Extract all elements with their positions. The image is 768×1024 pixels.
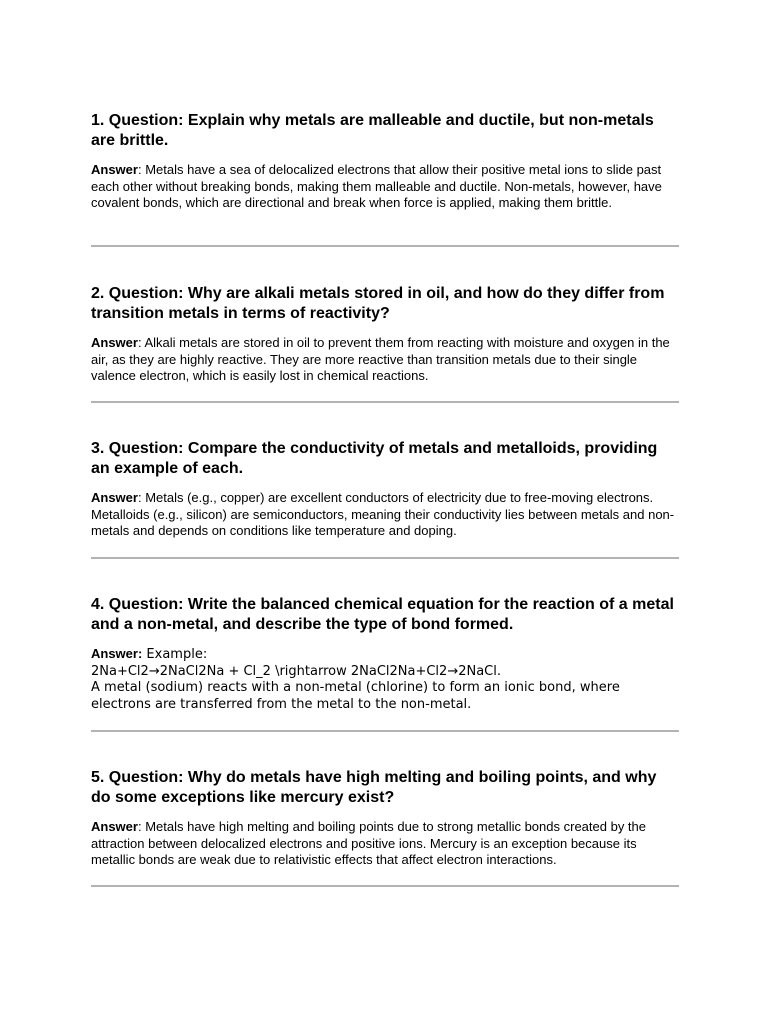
answer-2: [91, 335, 679, 385]
answer-intro-4: Example:: [142, 647, 208, 662]
answer-label-5: Answer: [91, 819, 138, 834]
answer-text-3: : Metals (e.g., copper) are excellent conductors of electricity due to free-moving electrons. Metalloids (e.g., silicon) are semiconductors, meaning their conductivity lies between metals and non-metals and depends on conditions like temperature and doping.: [91, 490, 675, 538]
answer-text-1: : Metals have a sea of delocalized electrons that allow their positive metal ions to slide past each other without breaking bonds, making them malleable and ductile. Non-metals, however, have covalent bonds, which are directional and break when force is applied, making them brittle.: [91, 162, 662, 210]
answer-equation-4: 2Na+Cl2→2NaCl2Na + Cl_2 \rightarrow 2NaCl2Na+Cl2→2NaCl.: [91, 663, 501, 679]
answer-label-3: Answer: [91, 490, 138, 505]
divider-5: [91, 885, 679, 887]
question-5: 5. Question: Why do metals have high melting and boiling points, and why do some exceptions like mercury exist?: [91, 769, 657, 806]
answer-text-5: : Metals have high melting and boiling points due to strong metallic bonds created by the attraction between delocalized electrons and positive ions. Mercury is an exception because its metallic bonds are weak due to relativistic effects that affect electron interactions.: [91, 819, 646, 867]
divider-4: [91, 730, 679, 732]
question-4: 4. Question: Write the balanced chemical equation for the reaction of a metal and a non-metal, and describe the type of bond formed.: [91, 596, 674, 633]
answer-4: [91, 646, 679, 713]
question-2: 2. Question: Why are alkali metals stored in oil, and how do they differ from transition metals in terms of reactivity?: [91, 285, 665, 322]
answer-3: [91, 490, 679, 540]
qa-item-5: [91, 768, 679, 869]
answer-label-4: Answer:: [91, 646, 143, 661]
qa-item-2: [91, 284, 679, 385]
answer-text-4: A metal (sodium) reacts with a non-metal (chlorine) to form an ionic bond, where electrons are transferred from the metal to the non-metal.: [91, 680, 620, 712]
qa-item-3: [91, 439, 679, 540]
question-3: 3. Question: Compare the conductivity of metals and metalloids, providing an example of each.: [91, 440, 658, 477]
question-1: 1. Question: Explain why metals are malleable and ductile, but non-metals are brittle.: [91, 112, 654, 149]
answer-4-intro-line: [91, 646, 679, 664]
divider-2: [91, 401, 679, 403]
answer-1: [91, 162, 679, 212]
divider-1: [91, 245, 679, 247]
answer-label-1: Answer: [91, 162, 138, 177]
answer-5: [91, 819, 679, 869]
qa-item-4: [91, 595, 679, 713]
qa-item-1: [91, 111, 679, 212]
divider-3: [91, 557, 679, 559]
answer-text-2: : Alkali metals are stored in oil to prevent them from reacting with moisture and oxygen in the air, as they are highly reactive. They are more reactive than transition metals due to their single valence electron, which is easily lost in chemical reactions.: [91, 335, 670, 383]
answer-label-2: Answer: [91, 335, 138, 350]
